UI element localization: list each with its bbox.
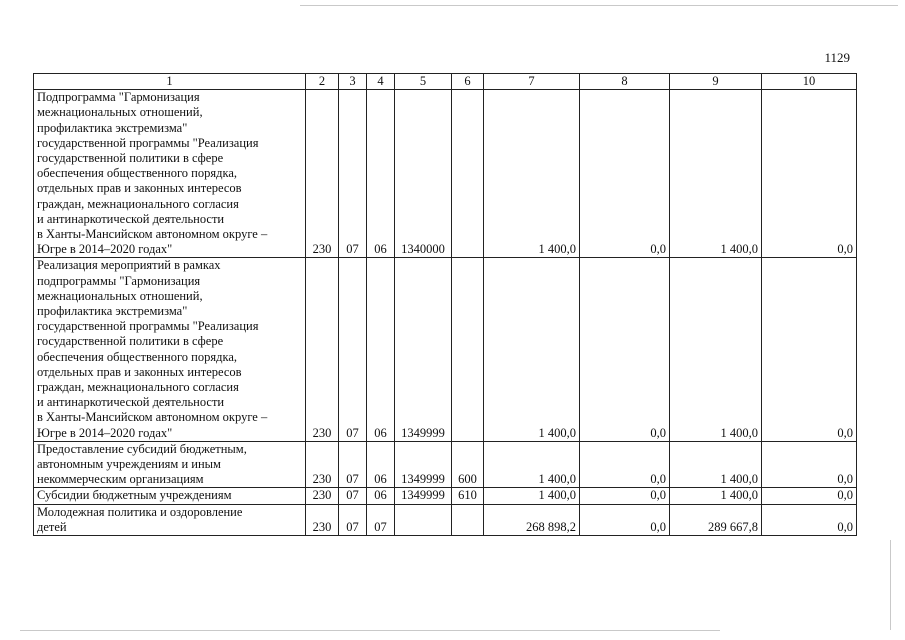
code-cell: 07	[339, 258, 367, 441]
column-header: 4	[367, 74, 395, 90]
table-row	[34, 441, 857, 488]
row-name: Подпрограмма "Гармонизация межнациональных отношений, профилактика экстремизма" государственной программы "Реализация государственной политики в сфере обеспечения общественного порядка, отдельных прав и законных интересов граждан, межнационального согласия и антинаркотической деятельности в Ханты-Мансийском автономном округе – Югре в 2014–2020 годах"	[34, 90, 306, 258]
amount-cell: 1 400,0	[484, 441, 580, 488]
amount-cell: 0,0	[762, 90, 857, 258]
amount-cell: 1 400,0	[670, 441, 762, 488]
amount-cell: 0,0	[580, 488, 670, 504]
amount-cell: 0,0	[762, 441, 857, 488]
code-cell: 07	[339, 90, 367, 258]
column-header: 6	[452, 74, 484, 90]
code-cell: 06	[367, 90, 395, 258]
code-cell	[452, 90, 484, 258]
scan-artifact-right	[890, 540, 891, 630]
column-header: 2	[306, 74, 339, 90]
code-cell: 07	[367, 504, 395, 535]
column-header: 8	[580, 74, 670, 90]
code-cell: 230	[306, 488, 339, 504]
column-header: 10	[762, 74, 857, 90]
amount-cell: 1 400,0	[484, 90, 580, 258]
amount-cell: 1 400,0	[670, 488, 762, 504]
row-name: Предоставление субсидий бюджетным, автономным учреждениям и иным некоммерческим организациям	[34, 441, 306, 488]
code-cell: 1349999	[395, 258, 452, 441]
code-cell: 07	[339, 488, 367, 504]
scan-artifact-top	[300, 5, 898, 6]
amount-cell: 0,0	[762, 504, 857, 535]
amount-cell: 289 667,8	[670, 504, 762, 535]
code-cell	[395, 504, 452, 535]
code-cell: 230	[306, 258, 339, 441]
amount-cell: 0,0	[580, 90, 670, 258]
amount-cell: 268 898,2	[484, 504, 580, 535]
row-name: Субсидии бюджетным учреждениям	[34, 488, 306, 504]
table-row	[34, 90, 857, 258]
column-header: 7	[484, 74, 580, 90]
code-cell: 1340000	[395, 90, 452, 258]
table-row	[34, 488, 857, 504]
code-cell: 07	[339, 504, 367, 535]
amount-cell: 0,0	[580, 258, 670, 441]
amount-cell: 0,0	[580, 441, 670, 488]
amount-cell: 1 400,0	[670, 258, 762, 441]
amount-cell: 1 400,0	[484, 258, 580, 441]
code-cell: 06	[367, 441, 395, 488]
code-cell: 1349999	[395, 488, 452, 504]
code-cell: 230	[306, 441, 339, 488]
header-row	[34, 74, 857, 90]
amount-cell: 0,0	[580, 504, 670, 535]
scan-artifact-bottom	[20, 630, 720, 631]
budget-table	[33, 73, 857, 536]
column-header: 9	[670, 74, 762, 90]
column-header: 1	[34, 74, 306, 90]
code-cell	[452, 504, 484, 535]
amount-cell: 0,0	[762, 258, 857, 441]
code-cell: 06	[367, 258, 395, 441]
column-header: 5	[395, 74, 452, 90]
code-cell: 610	[452, 488, 484, 504]
page-number: 1129	[824, 50, 850, 65]
amount-cell: 1 400,0	[484, 488, 580, 504]
column-header: 3	[339, 74, 367, 90]
row-name: Молодежная политика и оздоровление детей	[34, 504, 306, 535]
code-cell	[452, 258, 484, 441]
code-cell: 600	[452, 441, 484, 488]
amount-cell: 0,0	[762, 488, 857, 504]
table-row	[34, 504, 857, 535]
table-row	[34, 258, 857, 441]
amount-cell: 1 400,0	[670, 90, 762, 258]
code-cell: 230	[306, 90, 339, 258]
row-name: Реализация мероприятий в рамках подпрограммы "Гармонизация межнациональных отношений, профилактика экстремизма" государственной программы "Реализация государственной политики в сфере обеспечения общественного порядка, отдельных прав и законных интересов граждан, межнационального согласия и антинаркотической деятельности в Ханты-Мансийском автономном округе – Югре в 2014–2020 годах"	[34, 258, 306, 441]
code-cell: 230	[306, 504, 339, 535]
code-cell: 1349999	[395, 441, 452, 488]
code-cell: 06	[367, 488, 395, 504]
code-cell: 07	[339, 441, 367, 488]
